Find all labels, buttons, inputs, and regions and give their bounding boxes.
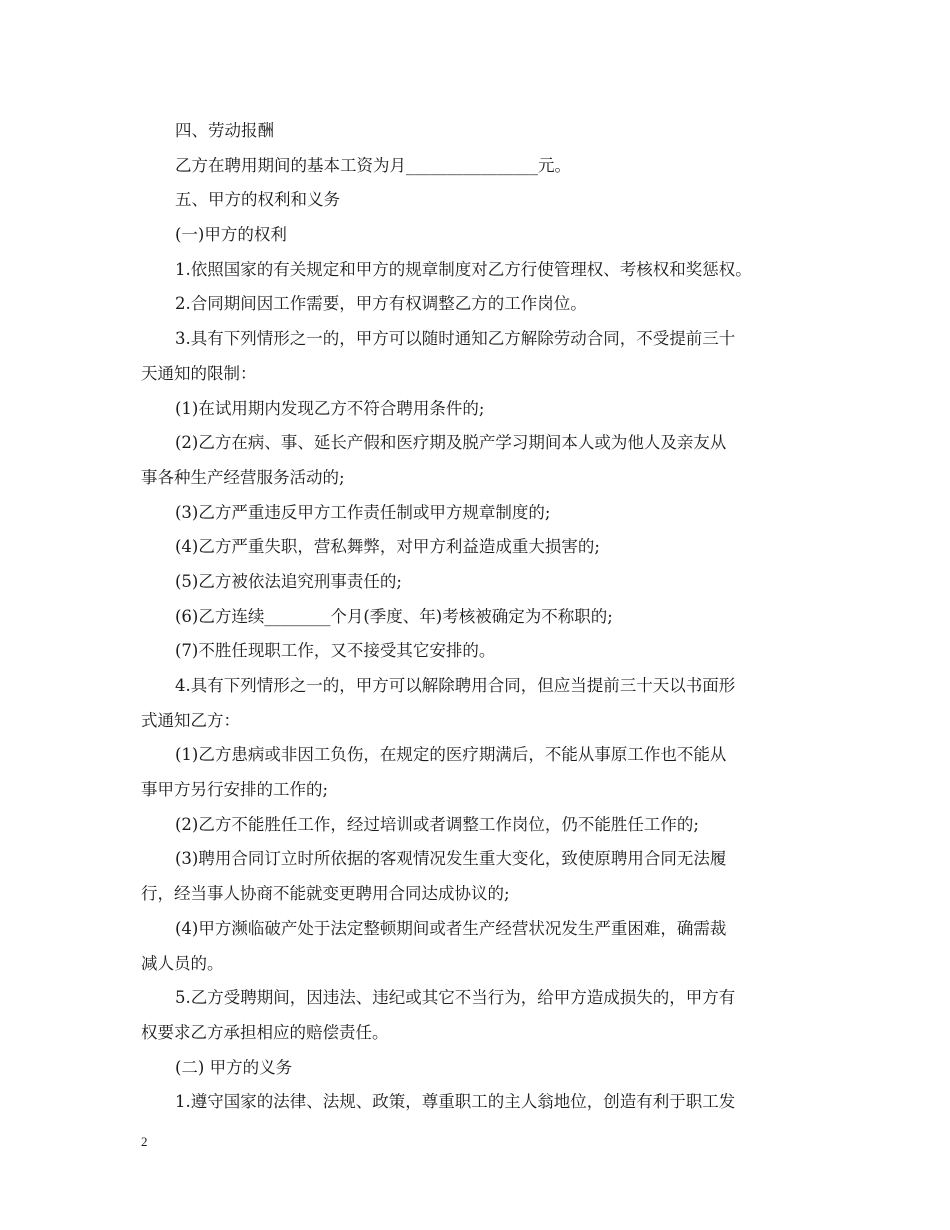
- paragraph-line: (4)乙方严重失职，营私舞弊，对甲方利益造成重大损害的;: [175, 537, 600, 557]
- paragraph-line: (1)在试用期内发现乙方不符合聘用条件的;: [175, 398, 485, 418]
- paragraph-line: (4)甲方濒临破产处于法定整顿期间或者生产经营状况发生严重困难，确需裁: [175, 918, 727, 938]
- paragraph-line: 五、甲方的权利和义务: [175, 190, 340, 210]
- paragraph-line: 4.具有下列情形之一的，甲方可以解除聘用合同，但应当提前三十天以书面形: [175, 676, 736, 695]
- paragraph-line: (3)乙方严重违反甲方工作责任制或甲方规章制度的;: [175, 502, 551, 522]
- paragraph-line: 减人员的。: [141, 953, 224, 973]
- paragraph-line: 式通知乙方：: [141, 710, 240, 730]
- paragraph-line: (一)甲方的权利: [175, 225, 287, 245]
- paragraph-line: 行，经当事人协商不能就变更聘用合同达成协议的;: [141, 884, 510, 904]
- paragraph-line: 乙方在聘用期间的基本工资为月________________元。: [175, 155, 571, 175]
- paragraph-line: (6)乙方连续________个月(季度、年)考核被确定为不称职的;: [175, 606, 613, 626]
- paragraph-line: 5.乙方受聘期间，因违法、违纪或其它不当行为，给甲方造成损失的，甲方有: [175, 988, 736, 1008]
- paragraph-line: 1.依照国家的有关规定和甲方的规章制度对乙方行使管理权、考核权和奖惩权。: [175, 259, 752, 279]
- paragraph-line: (3)聘用合同订立时所依据的客观情况发生重大变化，致使原聘用合同无法履: [175, 849, 727, 869]
- paragraph-line: (2)乙方在病、事、延长产假和医疗期及脱产学习期间本人或为他人及亲友从: [175, 433, 727, 453]
- paragraph-line: (5)乙方被依法追究刑事责任的;: [175, 571, 402, 591]
- paragraph-line: (1)乙方患病或非因工负伤，在规定的医疗期满后，不能从事原工作也不能从: [175, 745, 727, 765]
- page-number: 2: [141, 1134, 148, 1149]
- paragraph-line: 1.遵守国家的法律、法规、政策，尊重职工的主人翁地位，创造有利于职工发: [175, 1092, 736, 1112]
- paragraph-line: 3.具有下列情形之一的，甲方可以随时通知乙方解除劳动合同，不受提前三十: [175, 329, 736, 349]
- paragraph-line: (2)乙方不能胜任工作，经过培训或者调整工作岗位，仍不能胜任工作的;: [175, 814, 699, 834]
- paragraph-line: 事各种生产经营服务活动的;: [141, 467, 345, 487]
- document-body: [141, 114, 841, 1120]
- paragraph-line: 权要求乙方承担相应的赔偿责任。: [141, 1022, 389, 1042]
- paragraph-line: (二) 甲方的义务: [175, 1057, 293, 1077]
- paragraph-line: 天通知的限制：: [141, 363, 257, 383]
- paragraph-line: 2.合同期间因工作需要，甲方有权调整乙方的工作岗位。: [175, 294, 587, 314]
- paragraph-line: 事甲方另行安排的工作的;: [141, 780, 329, 800]
- paragraph-line: (7)不胜任现职工作，又不接受其它安排的。: [175, 641, 496, 661]
- paragraph-line: 四、劳动报酬: [175, 121, 274, 140]
